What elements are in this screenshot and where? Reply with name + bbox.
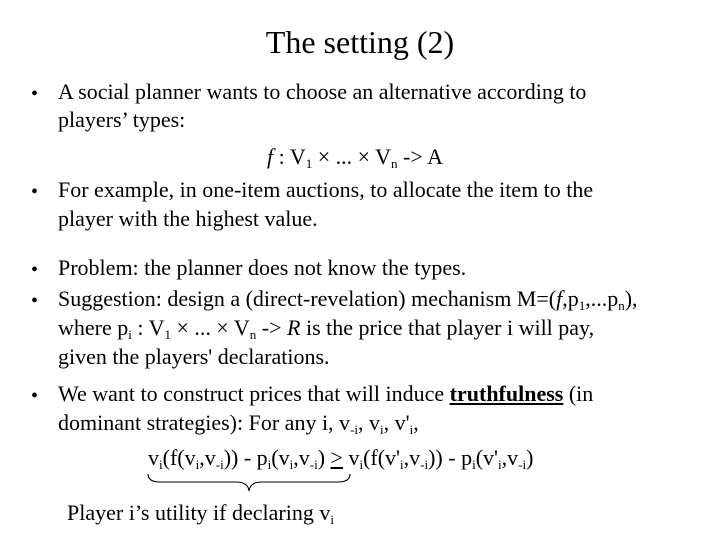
slide-title: The setting (2)	[265, 24, 455, 60]
geq-symbol: >	[330, 445, 343, 470]
bullet-5-line-2: dominant strategies): For any i, $v_{-i}$, $v_i$, $v'_i$,	[58, 410, 419, 437]
bullet-2-line-1: For example, in one-item auctions, to allocate the item to the	[58, 177, 594, 202]
bullet-5-marker: •	[31, 385, 39, 407]
bullet-1-line-1: A social planner wants to choose an alternative according to	[58, 79, 587, 104]
bullet-4-marker: •	[31, 290, 39, 312]
utility-annotation: Player i’s utility if declaring $v_i$	[67, 500, 334, 527]
bullet-3-marker: •	[31, 259, 39, 281]
bullet-5-line-1: We want to construct prices that will induce truthfulness (in	[58, 381, 594, 406]
underbrace-icon	[146, 472, 352, 494]
bullet-4-line-3: given the players' declarations.	[58, 344, 330, 369]
bullet-4-line-2: where $p_i$ : $V_1$ × ... × $V_n -> R$ is the price that player i will pay,	[58, 315, 595, 342]
bullet-1-marker: •	[31, 83, 39, 105]
truthfulness-inequality: $v_i(f(v_i,v_{-i})) - p_i(v_i,v_{-i}) > v_i(f(v'_i,v_{-i})) - p_i(v'_i,v_{-i})$	[148, 445, 534, 472]
function-f: f	[267, 144, 274, 169]
bullet-1-line-2: players’ types:	[58, 107, 186, 132]
bullet-2-line-2: player with the highest value.	[58, 206, 318, 231]
bullet-3-line-1: Problem: the planner does not know the types.	[58, 255, 467, 280]
bullet-4-line-1: Suggestion: design a (direct-revelation) mechanism $M=(f,p_1,...p_n)$,	[58, 286, 638, 313]
type-map-formula: f : $V_1$ × ... × $V_n -> A$	[267, 144, 443, 171]
bullet-2-marker: •	[31, 181, 39, 203]
truthfulness-term: truthfulness	[449, 381, 564, 406]
